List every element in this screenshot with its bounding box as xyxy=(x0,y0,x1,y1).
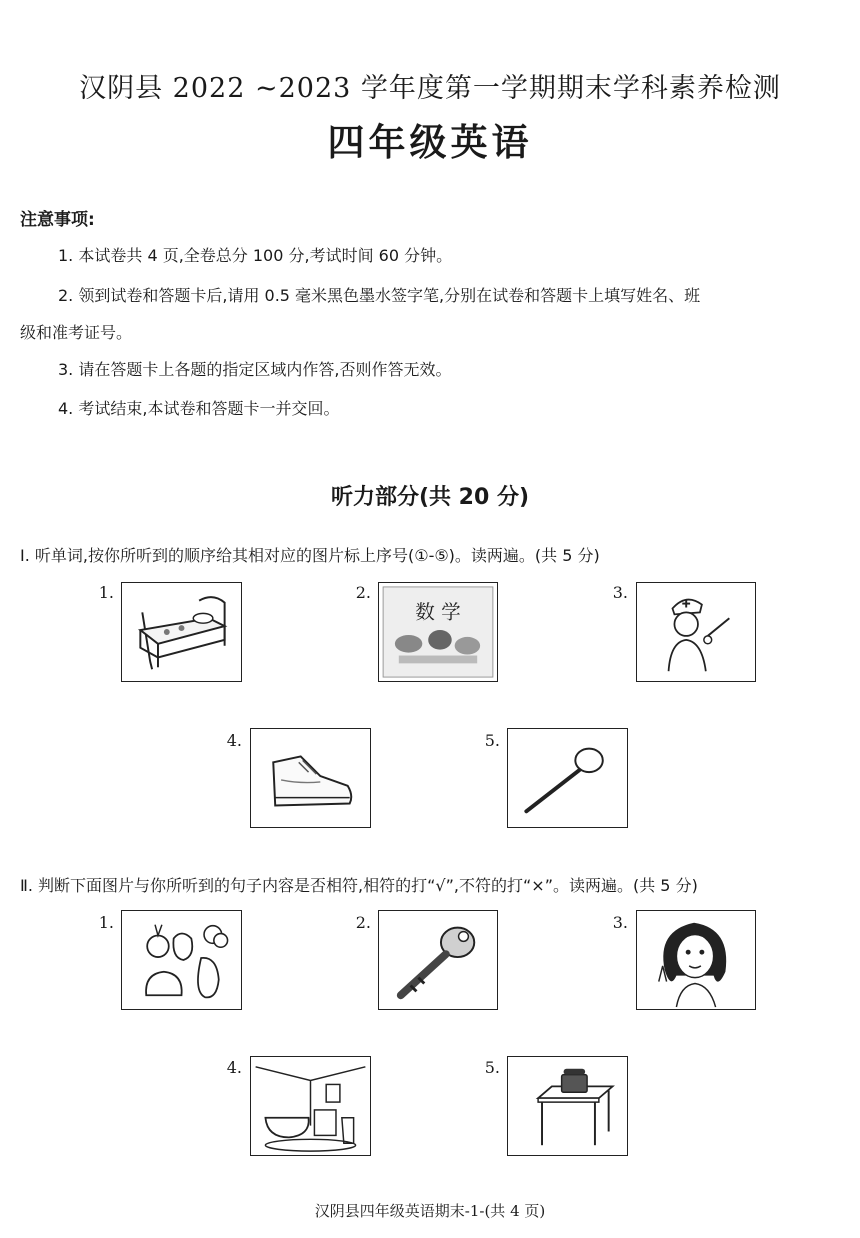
bed-icon xyxy=(122,583,241,681)
bathroom-icon xyxy=(251,1057,370,1155)
telephone-icon xyxy=(508,1057,627,1155)
bathroom-picture xyxy=(250,1056,371,1156)
math-book-picture xyxy=(378,582,498,682)
girl-picture xyxy=(636,910,756,1010)
subject-title: 四年级英语 xyxy=(327,121,533,164)
q1-number: 5. xyxy=(484,731,500,750)
math-book-icon xyxy=(379,583,497,681)
q1-number: 3. xyxy=(612,583,628,602)
q2-number: 3. xyxy=(612,913,628,932)
q2-number: 5. xyxy=(484,1058,500,1077)
question-2-instruction: Ⅱ. 判断下面图片与你所听到的句子内容是否相符,相符的打“√”,不符的打“×”。读两遍。(共 5 分) xyxy=(20,876,698,895)
exam-title: 汉阴县 2022 ~2023 学年度第一学期期末学科素养检测 xyxy=(79,73,781,104)
note-item: 级和准考证号。 xyxy=(20,323,133,342)
key-icon xyxy=(379,911,497,1009)
sneaker-icon xyxy=(251,729,370,827)
q2-number: 2. xyxy=(355,913,371,932)
vegetables-icon xyxy=(122,911,241,1009)
q1-number: 4. xyxy=(226,731,242,750)
spoon-icon xyxy=(508,729,627,827)
bed-picture xyxy=(121,582,242,682)
notes-heading: 注意事项: xyxy=(20,210,95,230)
q1-number: 2. xyxy=(355,583,371,602)
sneaker-picture xyxy=(250,728,371,828)
note-item: 2. 领到试卷和答题卡后,请用 0.5 毫米黑色墨水签字笔,分别在试卷和答题卡上填写姓名、班 xyxy=(58,286,701,305)
q2-number: 1. xyxy=(98,913,114,932)
note-item: 4. 考试结束,本试卷和答题卡一并交回。 xyxy=(58,399,340,418)
key-picture xyxy=(378,910,498,1010)
nurse-picture xyxy=(636,582,756,682)
note-item: 3. 请在答题卡上各题的指定区域内作答,否则作答无效。 xyxy=(58,360,452,379)
note-item: 1. 本试卷共 4 页,全卷总分 100 分,考试时间 60 分钟。 xyxy=(58,246,453,265)
q2-number: 4. xyxy=(226,1058,242,1077)
section-title: 听力部分(共 20 分) xyxy=(330,485,530,510)
page-footer: 汉阴县四年级英语期末-1-(共 4 页) xyxy=(314,1202,546,1220)
vegetables-picture xyxy=(121,910,242,1010)
spoon-picture xyxy=(507,728,628,828)
girl-icon xyxy=(637,911,755,1009)
book-title: 数 学 xyxy=(415,600,461,624)
phone-on-table-picture xyxy=(507,1056,628,1156)
q1-number: 1. xyxy=(98,583,114,602)
question-1-instruction: Ⅰ. 听单词,按你所听到的顺序给其相对应的图片标上序号(①-⑤)。读两遍。(共 5 分) xyxy=(20,546,600,565)
nurse-icon xyxy=(637,583,755,681)
